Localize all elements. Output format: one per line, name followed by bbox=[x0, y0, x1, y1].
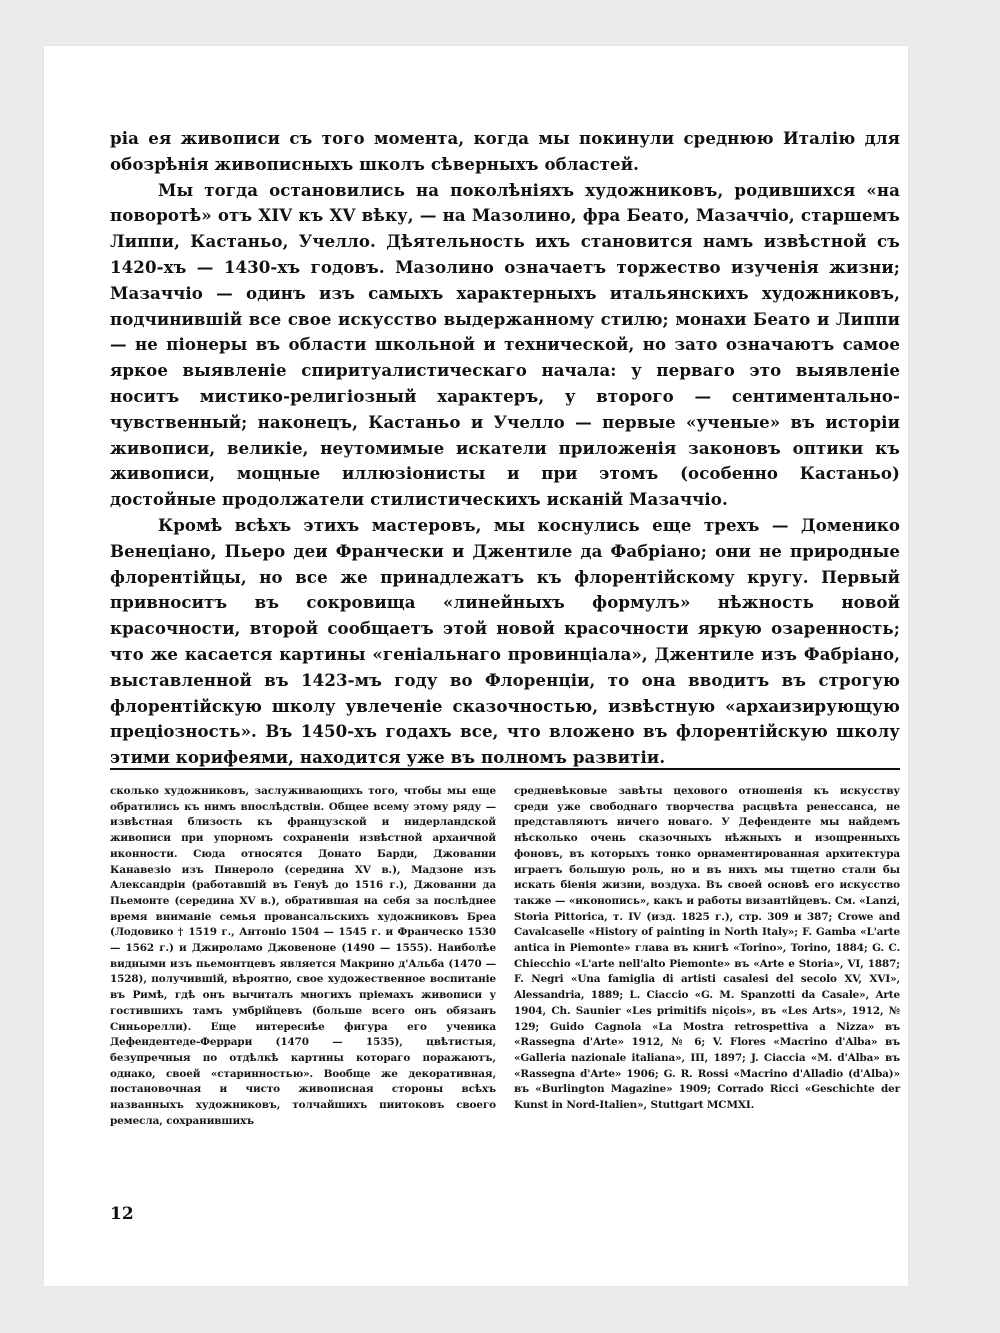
footnote-text-left: сколько художниковъ, заслуживающихъ того, чтобы мы еще обратились къ нимъ впослѣдствіи. Общее всему этому ряду — извѣстная близость къ французской и нидерландской живописи при упорномъ сохраненіи извѣстной архаичной иконности. Сюда относятся Донато Барди, Джованни Канавезіо изъ Пинероло (середина XV в.), Мадзоне изъ Александріи (работавшій въ Генуѣ до 1516 г.), Джованни да Пьемонте (середина XV в.), обратившая на себя за послѣднее время вниманіе семья провансальскихъ художниковъ Бреа (Лодовико † 1519 г., Антоніо 1504 — 1545 г. и Франческо 1530 — 1562 г.) и Джироламо Джовеноне (1490 — 1555). Наиболѣе видными изъ пьемонтцевъ является Макрино д'Альба (1470 — 1528), получившій, вѣроятно, свое художественное воспитаніе въ Римѣ, гдѣ онъ вычиталъ многихъ пріемахъ живописи у гостившихъ тамъ умбрійцевъ (больше всего онъ обязанъ Синьорелли). Еще интереснѣе фигура его ученика Дефендентеде-Феррари (1470 — 1535), цвѣтистыя, безупречныя по отдѣлкѣ картины котораго поражаютъ, однако, своей «старинностью». Вообще же декоративная, постановочная и чисто живописная стороны всѣхъ названныхъ художниковъ, толчайшихъ пиитоковъ своего ремесла, сохранившихъ bbox=[110, 785, 496, 1127]
main-text bbox=[110, 126, 900, 771]
footnote-text-right: средневѣковые завѣты цехового отношенія къ искусству среди уже свободнаго творчества расцвѣта ренессанса, не представляютъ ничего новаго. У Дефенденте мы найдемъ нѣсколько очень сказочныхъ нѣжныхъ и изощренныхъ фоновъ, въ которыхъ тонко орнаментированная архитектура играетъ большую роль, но и въ нихъ мы тщетно стали бы искать біенія жизни, воздуха. Въ своей основѣ его искусство также — «иконопись», какъ и работы византійцевъ. См. «Lanzi, Storia Pittorica, т. IV (изд. 1825 г.), стр. 309 и 387; Crowe and Cavalcaselle «History of painting in North Italy»; F. Gamba «L'arte antica in Piemonte» глава въ книгѣ «Torino», Torino, 1884; G. C. Chiecchio «L'arte nell'alto Piemonte» въ «Arte e Storia», VI, 1887; F. Negri «Una famiglia di artisti casalesi del secolo XV, XVI», Alessandria, 1889; L. Ciaccio «G. M. Spanzotti da Casale», Arte 1904, Ch. Saunier «Les primitifs niçois», въ «Les Arts», 1912, № 129; Guido Cagnola «La Mostra retrospettiva a Nizza» въ «Rassegna d'Arte» 1912, № 6; V. Flores «Macrino d'Alba» въ «Galleria nazionale italiana», III, 1897; J. Ciaccia «M. d'Alba» въ «Rassegna d'Arte» 1906; G. R. Rossi «Macrino d'Alladio (d'Alba)» въ «Burlington Magazine» 1909; Corrado Ricci «Geschichte der Kunst in Nord-Italien», Stuttgart MCMXI. bbox=[514, 785, 900, 1112]
page-number: 12 bbox=[110, 1204, 134, 1224]
paragraph-continuation: pia ея живописи съ того момента, когда мы покинули среднюю Италію для обозрѣнія живописныхъ школъ сѣверныхъ областей. bbox=[110, 128, 900, 174]
footnote-column-right bbox=[514, 784, 900, 1114]
footnote-column-left bbox=[110, 784, 496, 1129]
paragraph-other-masters: Кромѣ всѣхъ этихъ мастеровъ, мы коснулись еще трехъ — Доменико Венеціано, Пьеро деи Франчески и Джентиле да Фабріано; они не природные флорентійцы, но все же принадлежатъ къ флорентійскому кругу. Первый привноситъ въ сокровища «линейныхъ формулъ» нѣжность новой красочности, второй сообщаетъ этой новой красочности яркую озаренность; что же касается картины «геніальнаго провинціала», Джентиле изъ Фабріано, выставленной въ 1423-мъ году во Флоренціи, то она вводитъ въ строгую флорентійскую школу увлеченіе сказочностью, извѣстную «архаизирующую прeціозность». Въ 1450-хъ годахъ все, что вложено въ флорентійскую школу этими корифеями, находится уже въ полномъ развитіи. bbox=[110, 514, 900, 768]
footnote-divider bbox=[110, 768, 900, 770]
book-page bbox=[44, 46, 908, 1286]
paragraph-masters: Мы тогда остановились на поколѣніяхъ художниковъ, родившихся «на поворотѣ» отъ XIV къ XV вѣку, — на Мазолино, фра Беато, Мазаччіо, старшемъ Липпи, Кастаньо, Учелло. Дѣятельность ихъ становится намъ извѣстной съ 1420-хъ — 1430-хъ годовъ. Мазолино означаетъ торжество изученія жизни; Мазаччіо — одинъ изъ самыхъ характерныхъ итальянскихъ художниковъ, подчинившій все свое искусство выдержанному стилю; монахи Беато и Липпи — не піонеры въ области школьной и технической, но зато означаютъ самое яркое выявленіе спиритуалистическаго начала: у перваго это выявленіе носитъ мистико-религіозный характеръ, у второго — сентиментально-чувственный; наконецъ, Кастаньо и Учелло — первые «ученые» въ исторіи живописи, великіе, неутомимые искатели приложенія законовъ оптики къ живописи, мощные иллюзіонисты и при этомъ (особенно Кастаньо) достойные продолжатели стилистическихъ исканій Мазаччіо. bbox=[110, 179, 900, 510]
